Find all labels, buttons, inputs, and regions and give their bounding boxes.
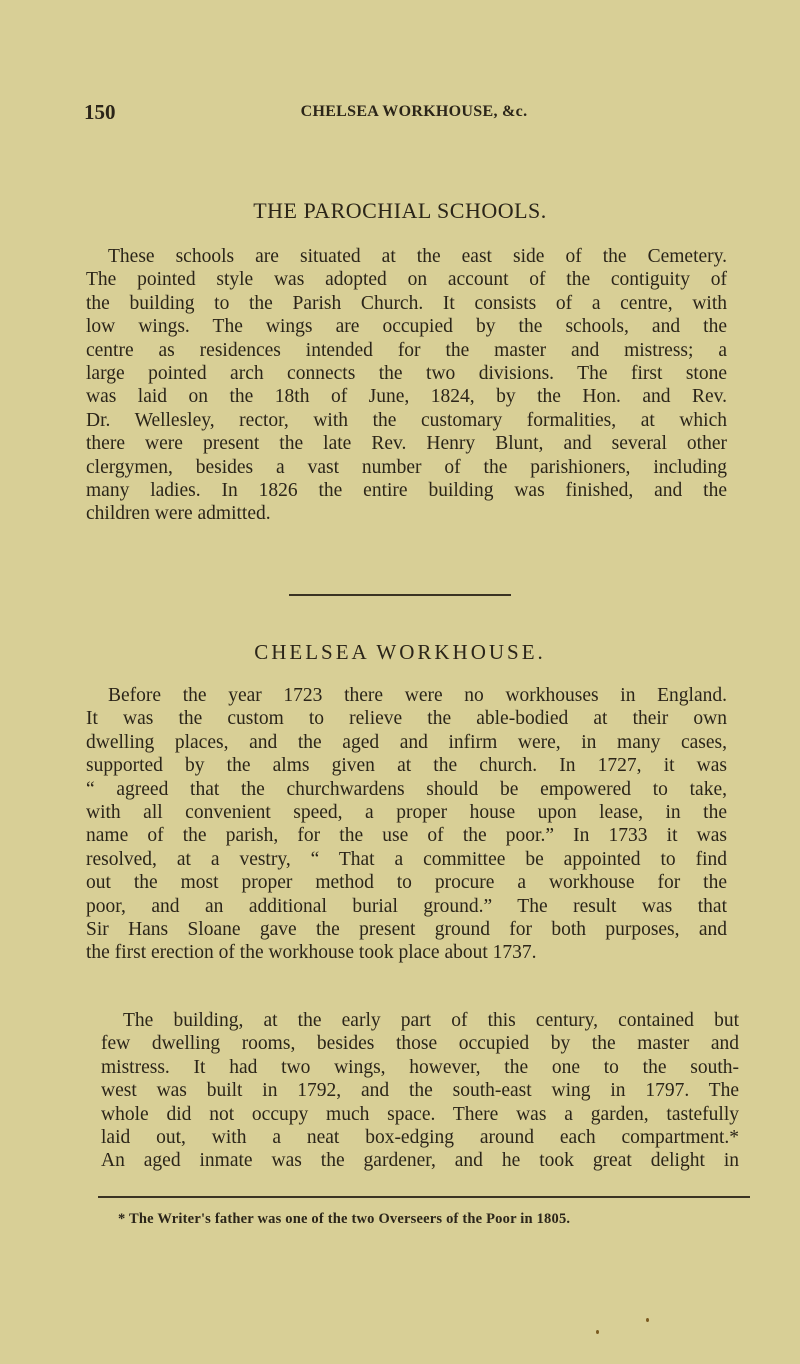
paper-speck: [596, 1330, 599, 1334]
text-line: the building to the Parish Church. It consists of a centre, with: [86, 292, 727, 314]
paragraph-parochial-schools: [86, 245, 727, 526]
text-line: whole did not occupy much space. There was a garden, tastefully: [101, 1103, 739, 1125]
text-line: children were admitted.: [86, 503, 271, 525]
text-line: The building, at the early part of this century, contained but: [123, 1010, 739, 1031]
text-line: mistress. It had two wings, however, the one to the south-: [101, 1056, 739, 1078]
text-line: Before the year 1723 there were no workhouses in England.: [108, 685, 727, 706]
text-line: there were present the late Rev. Henry Blunt, and several other: [86, 433, 727, 455]
text-line: An aged inmate was the gardener, and he took great delight in: [101, 1150, 739, 1172]
text-line: clergymen, besides a vast number of the parishioners, including: [86, 456, 727, 478]
running-title: CHELSEA WORKHOUSE, &c.: [300, 103, 528, 120]
text-line: It was the custom to relieve the able-bodied at their own: [86, 708, 727, 730]
text-line: the first erection of the workhouse took place about 1737.: [86, 942, 537, 964]
text-line: dwelling places, and the aged and infirm were, in many cases,: [86, 731, 727, 753]
text-line: resolved, at a vestry, “ That a committee be appointed to find: [86, 848, 727, 870]
text-line: centre as residences intended for the master and mistress; a: [86, 339, 727, 361]
footnote: * The Writer's father was one of the two Overseers of the Poor in 1805.: [118, 1211, 571, 1227]
text-line: Dr. Wellesley, rector, with the customary formalities, at which: [86, 409, 727, 431]
text-line: laid out, with a neat box-edging around each compartment.*: [101, 1126, 739, 1148]
text-line: supported by the alms given at the church. In 1727, it was: [86, 755, 727, 777]
page-number: 150: [84, 100, 116, 124]
text-line: Sir Hans Sloane gave the present ground for both purposes, and: [86, 918, 727, 940]
paragraph-workhouse-history: [86, 684, 727, 965]
text-line: was laid on the 18th of June, 1824, by the Hon. and Rev.: [86, 386, 727, 408]
running-header: [84, 100, 744, 124]
text-line: out the most proper method to procure a workhouse for the: [86, 872, 727, 894]
section-divider: [289, 594, 511, 596]
section-heading-chelsea-workhouse: CHELSEA WORKHOUSE.: [254, 640, 546, 664]
text-line: with all convenient speed, a proper house upon lease, in the: [86, 801, 727, 823]
text-line: large pointed arch connects the two divisions. The first stone: [86, 362, 727, 384]
text-line: These schools are situated at the east side of the Cemetery.: [108, 246, 727, 267]
text-line: The pointed style was adopted on account of the contiguity of: [86, 269, 727, 291]
paragraph-workhouse-building: [101, 1009, 739, 1173]
text-line: low wings. The wings are occupied by the schools, and the: [86, 316, 727, 338]
text-line: few dwelling rooms, besides those occupied by the master and: [101, 1033, 739, 1055]
text-line: many ladies. In 1826 the entire building was finished, and the: [86, 479, 727, 501]
footnote-divider: [98, 1196, 750, 1198]
paper-speck: [646, 1318, 649, 1322]
text-line: “ agreed that the churchwardens should be empowered to take,: [86, 778, 727, 800]
section-heading-parochial-schools: THE PAROCHIAL SCHOOLS.: [253, 198, 547, 223]
text-line: west was built in 1792, and the south-east wing in 1797. The: [101, 1080, 739, 1102]
text-line: name of the parish, for the use of the poor.” In 1733 it was: [86, 825, 727, 847]
text-line: poor, and an additional burial ground.” The result was that: [86, 895, 727, 917]
